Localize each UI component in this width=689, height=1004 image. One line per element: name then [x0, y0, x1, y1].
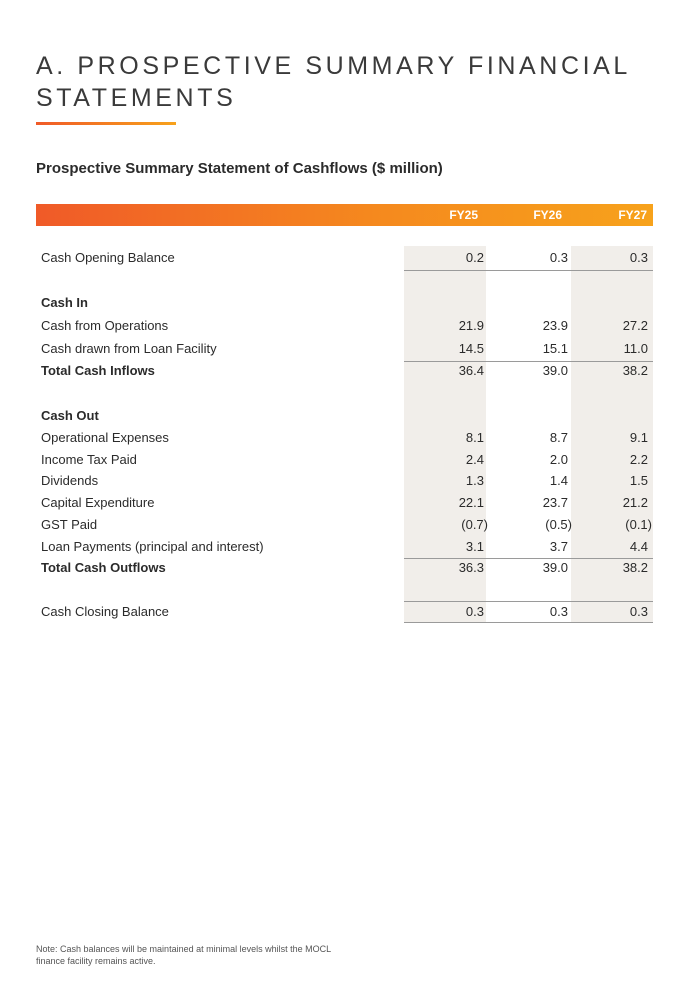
row-label: Total Cash Inflows [41, 363, 155, 378]
value-fy27: 9.1 [629, 430, 648, 445]
row-label: Loan Payments (principal and interest) [41, 539, 264, 554]
value-fy25: 1.3 [465, 473, 484, 488]
row-gst-paid [41, 517, 653, 535]
value-fy25: 21.9 [458, 318, 484, 333]
column-header-fy25: FY25 [449, 208, 478, 222]
row-dividends [41, 473, 653, 491]
row-label: Operational Expenses [41, 430, 169, 445]
value-fy27: 38.2 [622, 363, 648, 378]
outflows-total-rule [404, 558, 653, 559]
row-total-cash-outflows [41, 560, 653, 578]
value-fy26: 0.3 [549, 604, 568, 619]
value-fy25: (0.7) [461, 517, 488, 532]
row-total-cash-inflows [41, 363, 653, 381]
row-income-tax-paid [41, 452, 653, 470]
value-fy25: 2.4 [465, 452, 484, 467]
value-fy26: 23.7 [542, 495, 568, 510]
row-label: Cash from Operations [41, 318, 169, 333]
value-fy25: 14.5 [458, 341, 484, 356]
column-header-fy26: FY26 [533, 208, 562, 222]
row-label: Dividends [41, 473, 99, 488]
row-loan-payments [41, 539, 653, 557]
row-label: Cash drawn from Loan Facility [41, 341, 217, 356]
row-cash-opening-balance [41, 250, 653, 268]
value-fy27: 11.0 [623, 341, 648, 356]
value-fy25: 0.3 [465, 604, 484, 619]
value-fy27: 1.5 [629, 473, 648, 488]
row-cash-out-heading [41, 408, 653, 426]
row-label: Capital Expenditure [41, 495, 155, 510]
row-cash-drawn-loan-facility [41, 341, 653, 359]
table-subtitle: Prospective Summary Statement of Cashflows ($ million) [36, 160, 443, 177]
value-fy26: 1.4 [549, 473, 568, 488]
page-title: A. PROSPECTIVE SUMMARY FINANCIAL STATEMENTS [36, 52, 631, 112]
value-fy27: 38.2 [622, 560, 648, 575]
value-fy27: 0.3 [629, 250, 648, 265]
value-fy27: 4.4 [629, 539, 648, 554]
row-cash-closing-balance [41, 604, 653, 622]
value-fy27: 21.2 [622, 495, 648, 510]
value-fy27: 27.2 [622, 318, 648, 333]
title-underline [36, 122, 176, 125]
section-heading: Cash In [41, 295, 88, 310]
value-fy26: 39.0 [542, 363, 568, 378]
value-fy26: 2.0 [549, 452, 568, 467]
value-fy27: (0.1) [625, 517, 652, 532]
row-label: Income Tax Paid [41, 452, 137, 467]
value-fy25: 3.1 [465, 539, 484, 554]
value-fy25: 36.3 [458, 560, 484, 575]
row-label: Cash Opening Balance [41, 250, 175, 265]
value-fy26: (0.5) [545, 517, 572, 532]
closing-balance-bottom-rule [404, 622, 653, 623]
opening-balance-underline [404, 270, 653, 271]
row-operational-expenses [41, 430, 653, 448]
value-fy27: 0.3 [629, 604, 648, 619]
value-fy26: 15.1 [542, 341, 568, 356]
row-capital-expenditure [41, 495, 653, 513]
column-header-fy27: FY27 [618, 208, 647, 222]
value-fy26: 39.0 [542, 560, 568, 575]
value-fy26: 8.7 [549, 430, 568, 445]
inflows-total-rule [404, 361, 653, 362]
value-fy25: 36.4 [458, 363, 484, 378]
row-cash-in-heading [41, 295, 653, 313]
row-label: GST Paid [41, 517, 98, 532]
footnote: Note: Cash balances will be maintained at minimal levels whilst the MOCL finance facility remains active. [36, 944, 331, 966]
value-fy26: 0.3 [549, 250, 568, 265]
row-cash-from-operations [41, 318, 653, 336]
value-fy25: 8.1 [465, 430, 484, 445]
row-label: Cash Closing Balance [41, 604, 169, 619]
value-fy25: 0.2 [465, 250, 484, 265]
section-heading: Cash Out [41, 408, 99, 423]
value-fy25: 22.1 [458, 495, 484, 510]
value-fy26: 23.9 [542, 318, 568, 333]
closing-balance-top-rule [404, 601, 653, 602]
value-fy26: 3.7 [549, 539, 568, 554]
value-fy27: 2.2 [629, 452, 648, 467]
row-label: Total Cash Outflows [41, 560, 166, 575]
